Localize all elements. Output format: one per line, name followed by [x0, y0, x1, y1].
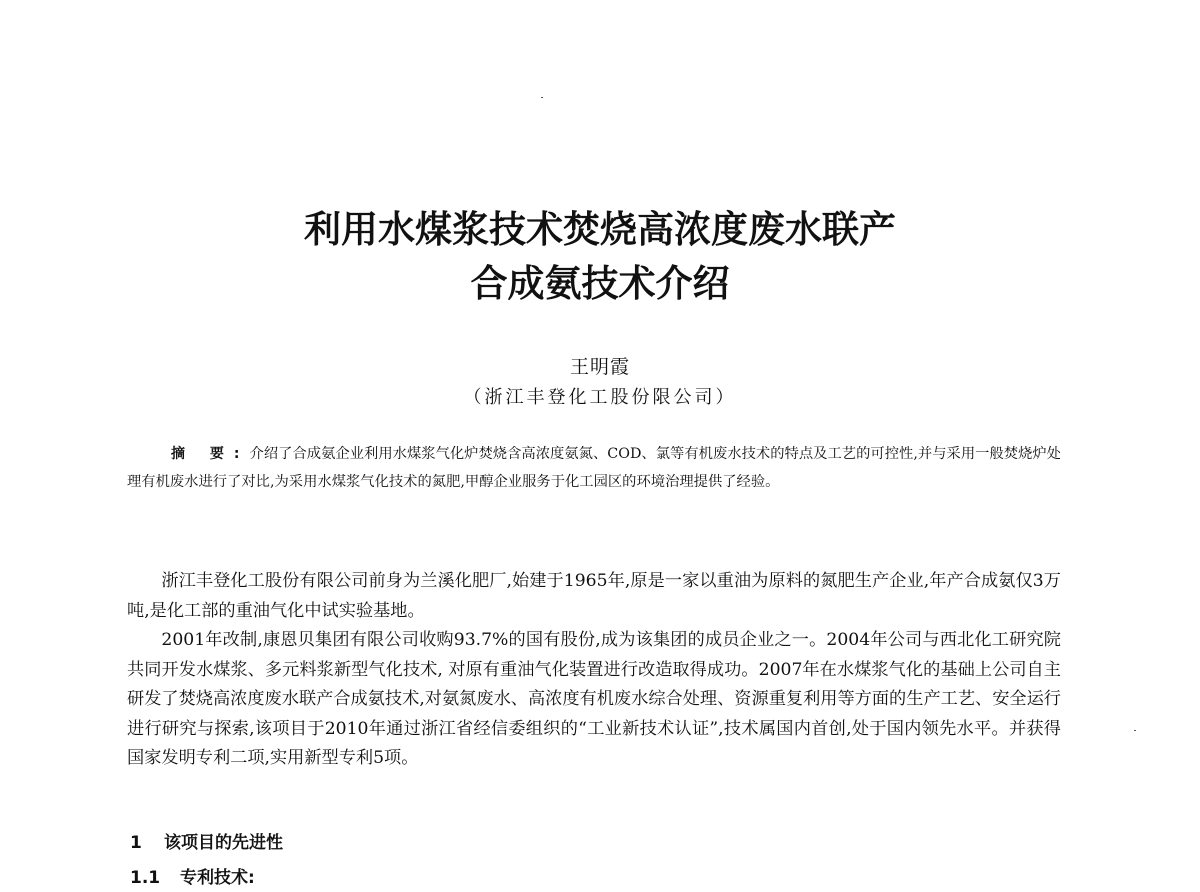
author-name: 王明霞	[569, 356, 630, 378]
paper-title-line-1: 利用水煤浆技术焚烧高浓度废水联产	[304, 208, 896, 251]
body-text	[127, 567, 1061, 774]
section-number: 1	[130, 833, 142, 853]
scan-speck	[1134, 730, 1136, 731]
author-affiliation: （浙江丰登化工股份限公司）	[463, 387, 737, 408]
paragraph: 浙江丰登化工股份有限公司前身为兰溪化肥厂,始建于1965年,原是一家以重油为原料的氮肥生产企业,年产合成氨仅3万吨,是化工部的重油气化中试实验基地。	[127, 571, 1061, 621]
section-heading-1-1	[130, 864, 255, 892]
section-title: 该项目的先进性	[164, 833, 283, 853]
section-number: 1.1	[130, 868, 161, 888]
paragraph: 2001年改制,康恩贝集团有限公司收购93.7%的国有股份,成为该集团的成员企业之一。2004年公司与西北化工研究院共同开发水煤浆、多元料浆新型气化技术, 对原有重油气化装置进行改造取得成功。2007年在水煤浆气化的基础上公司自主研发了焚烧高浓度废水联产合成氨技术,对氨氮废水、高浓度有机废水综合处理、资源重复利用等方面的生产工艺、安全运行进行研究与探索,该项目于2010年通过浙江省经信委组织的“工业新技术认证”,技术属国内首创,处于国内领先水平。并获得国家发明专利二项,实用新型专利5项。	[127, 630, 1061, 768]
abstract-label: 摘 要:	[171, 446, 250, 462]
section-title: 专利技术:	[180, 868, 255, 888]
scan-speck	[541, 97, 543, 98]
paper-title-line-2: 合成氨技术介绍	[470, 262, 730, 305]
section-heading-1	[130, 829, 283, 857]
abstract-text: 介绍了合成氨企业利用水煤浆气化炉焚烧含高浓度氨氮、COD、氯等有机废水技术的特点及工艺的可控性,并与采用一般焚烧炉处理有机废水进行了对比,为采用水煤浆气化技术的氮肥,甲醇企业服务于化工园区的环境治理提供了经验。	[127, 446, 1061, 490]
abstract	[127, 440, 1061, 496]
